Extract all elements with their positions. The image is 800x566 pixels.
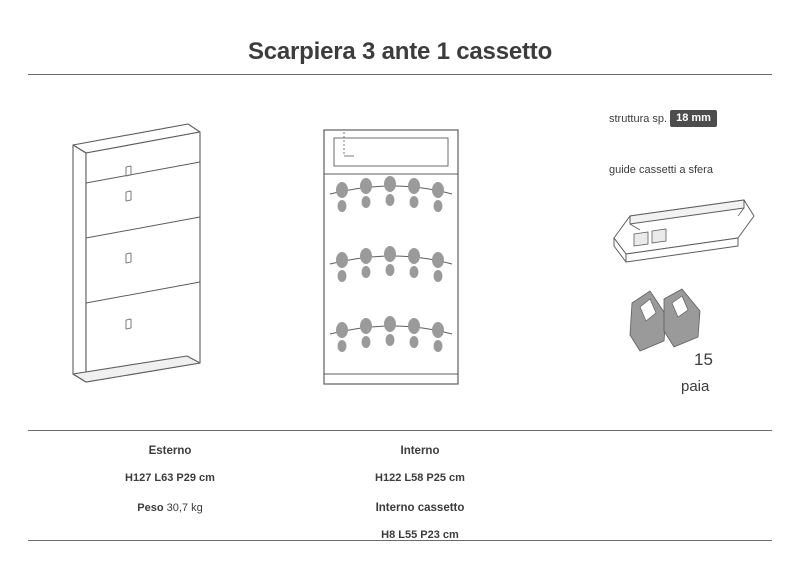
divider-bottom — [28, 430, 772, 431]
struttura-text: struttura sp. — [609, 113, 668, 125]
spec-esterno-dimensions-value: H127 L63 P29 cm — [125, 471, 215, 484]
spec-esterno-heading: Esterno — [148, 445, 192, 457]
spec-esterno-weight-value: 30,7 kg — [166, 502, 203, 515]
capacity-number: 15 — [694, 350, 713, 369]
page-title: Scarpiera 3 ante 1 cassetto — [247, 38, 553, 65]
spec-esterno-dimensions — [60, 471, 280, 486]
spec-interno-drawer-dimensions-value: H8 L55 P23 cm — [381, 528, 459, 541]
drawer-slide-icon — [604, 186, 764, 276]
spec-interno-heading: Interno — [400, 445, 440, 457]
guide-label: guide cassetti a sfera — [609, 164, 713, 176]
spec-interno-dimensions-value: H122 L58 P25 cm — [375, 471, 465, 484]
spec-interno-drawer-dimensions — [300, 528, 540, 543]
struttura-label — [609, 111, 717, 128]
spec-esterno-weight — [60, 501, 280, 516]
spec-interno-dimensions — [300, 471, 540, 486]
spec-esterno — [60, 444, 280, 520]
spec-interno-drawer-heading: Interno cassetto — [375, 502, 465, 515]
spec-interno — [300, 444, 540, 547]
cabinet-front-icon — [50, 110, 240, 410]
spec-esterno-weight-label: Peso — [137, 502, 164, 515]
drawer-leader-line — [330, 130, 390, 170]
shoes-illustration-icon — [620, 285, 730, 365]
divider-top — [28, 74, 772, 75]
capacity-unit: paia — [681, 378, 710, 395]
struttura-thickness-badge: 18 mm — [670, 110, 717, 127]
